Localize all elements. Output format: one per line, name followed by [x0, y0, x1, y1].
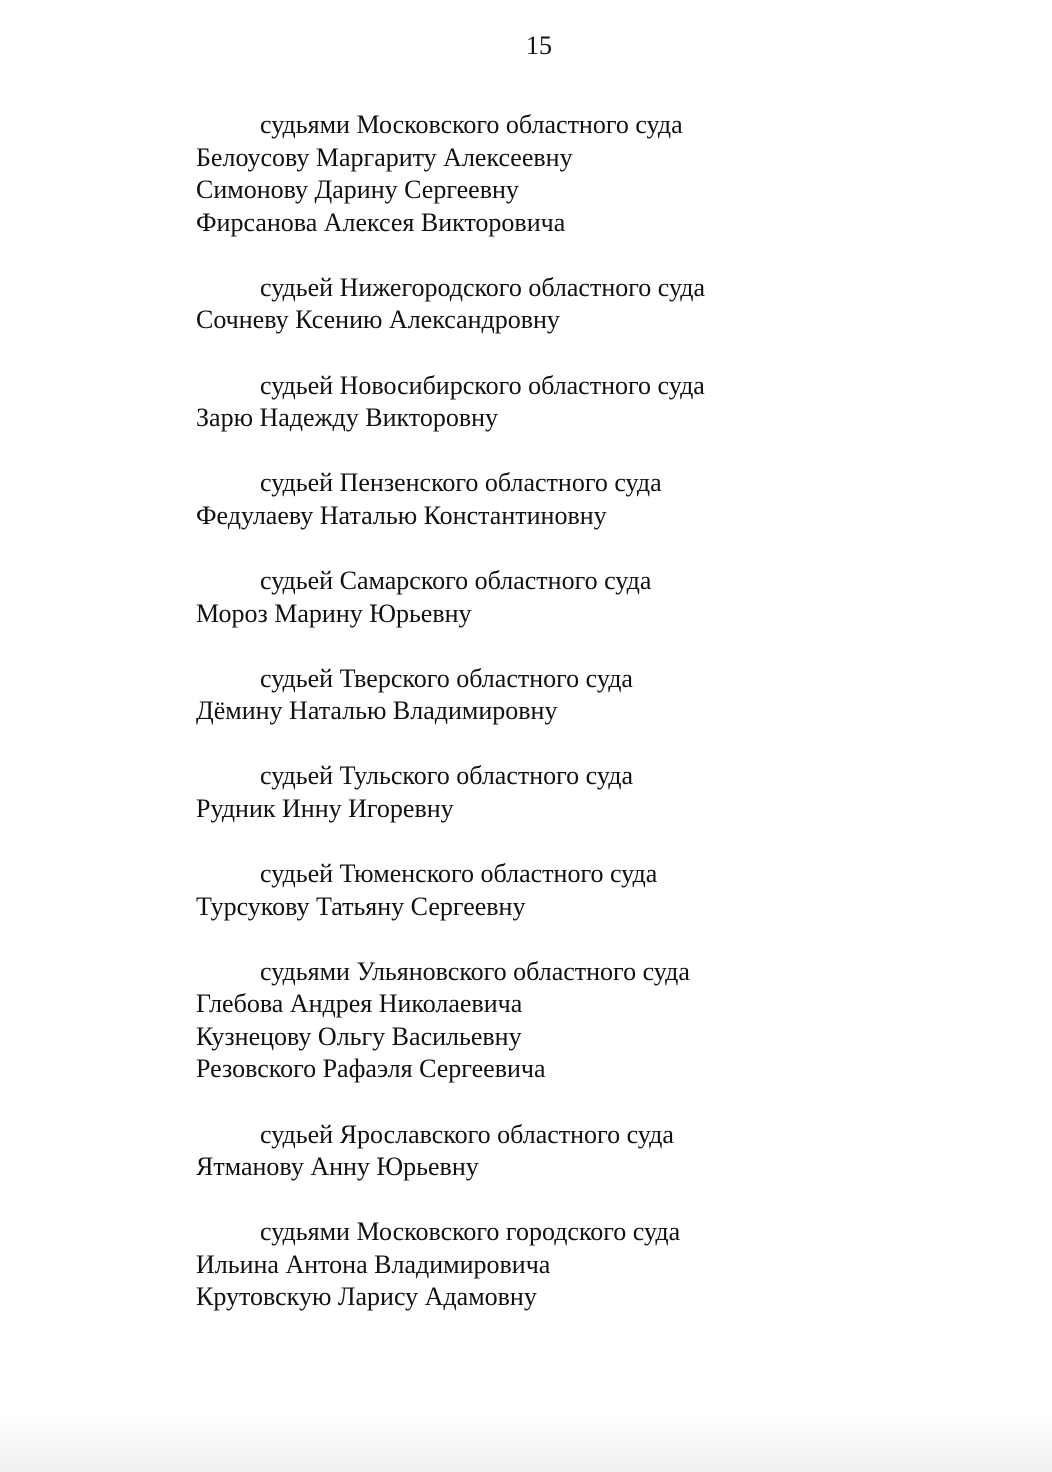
judge-name: Резовского Рафаэля Сергеевича	[196, 1054, 546, 1084]
judge-name: Турсукову Татьяну Сергеевну	[196, 891, 526, 921]
court-section	[196, 272, 956, 337]
appointment-list	[196, 109, 956, 1347]
judge-name: Сочневу Ксению Александровну	[196, 305, 560, 335]
judge-name: Белоусову Маргариту Алексеевну	[196, 142, 573, 172]
judge-name: Федулаеву Наталью Константиновну	[196, 500, 607, 530]
court-section	[196, 760, 956, 825]
court-section	[196, 565, 956, 630]
judge-name: Зарю Надежду Викторовну	[196, 403, 499, 433]
court-heading: судьями Ульяновского областного суда	[260, 956, 690, 986]
court-heading: судьей Тверского областного суда	[260, 663, 633, 693]
court-section	[196, 1216, 956, 1314]
judge-name: Мороз Марину Юрьевну	[196, 598, 472, 628]
court-section	[196, 467, 956, 532]
court-heading: судьей Ярославского областного суда	[260, 1119, 674, 1149]
court-heading: судьей Пензенского областного суда	[260, 468, 662, 498]
court-heading: судьями Московского областного суда	[260, 110, 683, 139]
judge-name: Фирсанова Алексея Викторовича	[196, 207, 566, 237]
judge-name: Кузнецову Ольгу Васильевну	[196, 1021, 522, 1051]
court-section	[196, 956, 956, 1086]
court-heading: судьей Тульского областного суда	[260, 761, 634, 791]
court-section	[196, 663, 956, 728]
court-section	[196, 1119, 956, 1184]
court-section	[196, 109, 956, 239]
court-section	[196, 370, 956, 435]
court-heading: судьями Московского городского суда	[260, 1217, 681, 1247]
judge-name: Рудник Инну Игоревну	[196, 793, 454, 823]
court-heading: судьей Нижегородского областного суда	[260, 272, 706, 302]
judge-name: Ятманову Анну Юрьевну	[196, 1152, 479, 1182]
judge-name: Глебова Андрея Николаевича	[196, 989, 523, 1019]
judge-name: Симонову Дарину Сергеевну	[196, 175, 519, 205]
judge-name: Крутовскую Ларису Адамовну	[196, 1282, 537, 1312]
page-number: 15	[526, 31, 552, 60]
court-heading: судьей Тюменского областного суда	[260, 859, 658, 888]
page-bottom-shade	[0, 1412, 1052, 1472]
judge-name: Дёмину Наталью Владимировну	[196, 696, 558, 726]
court-section	[196, 858, 956, 923]
judge-name: Ильина Антона Владимировича	[196, 1249, 551, 1279]
court-heading: судьей Новосибирского областного суда	[260, 370, 705, 400]
court-heading: судьей Самарского областного суда	[260, 565, 652, 595]
